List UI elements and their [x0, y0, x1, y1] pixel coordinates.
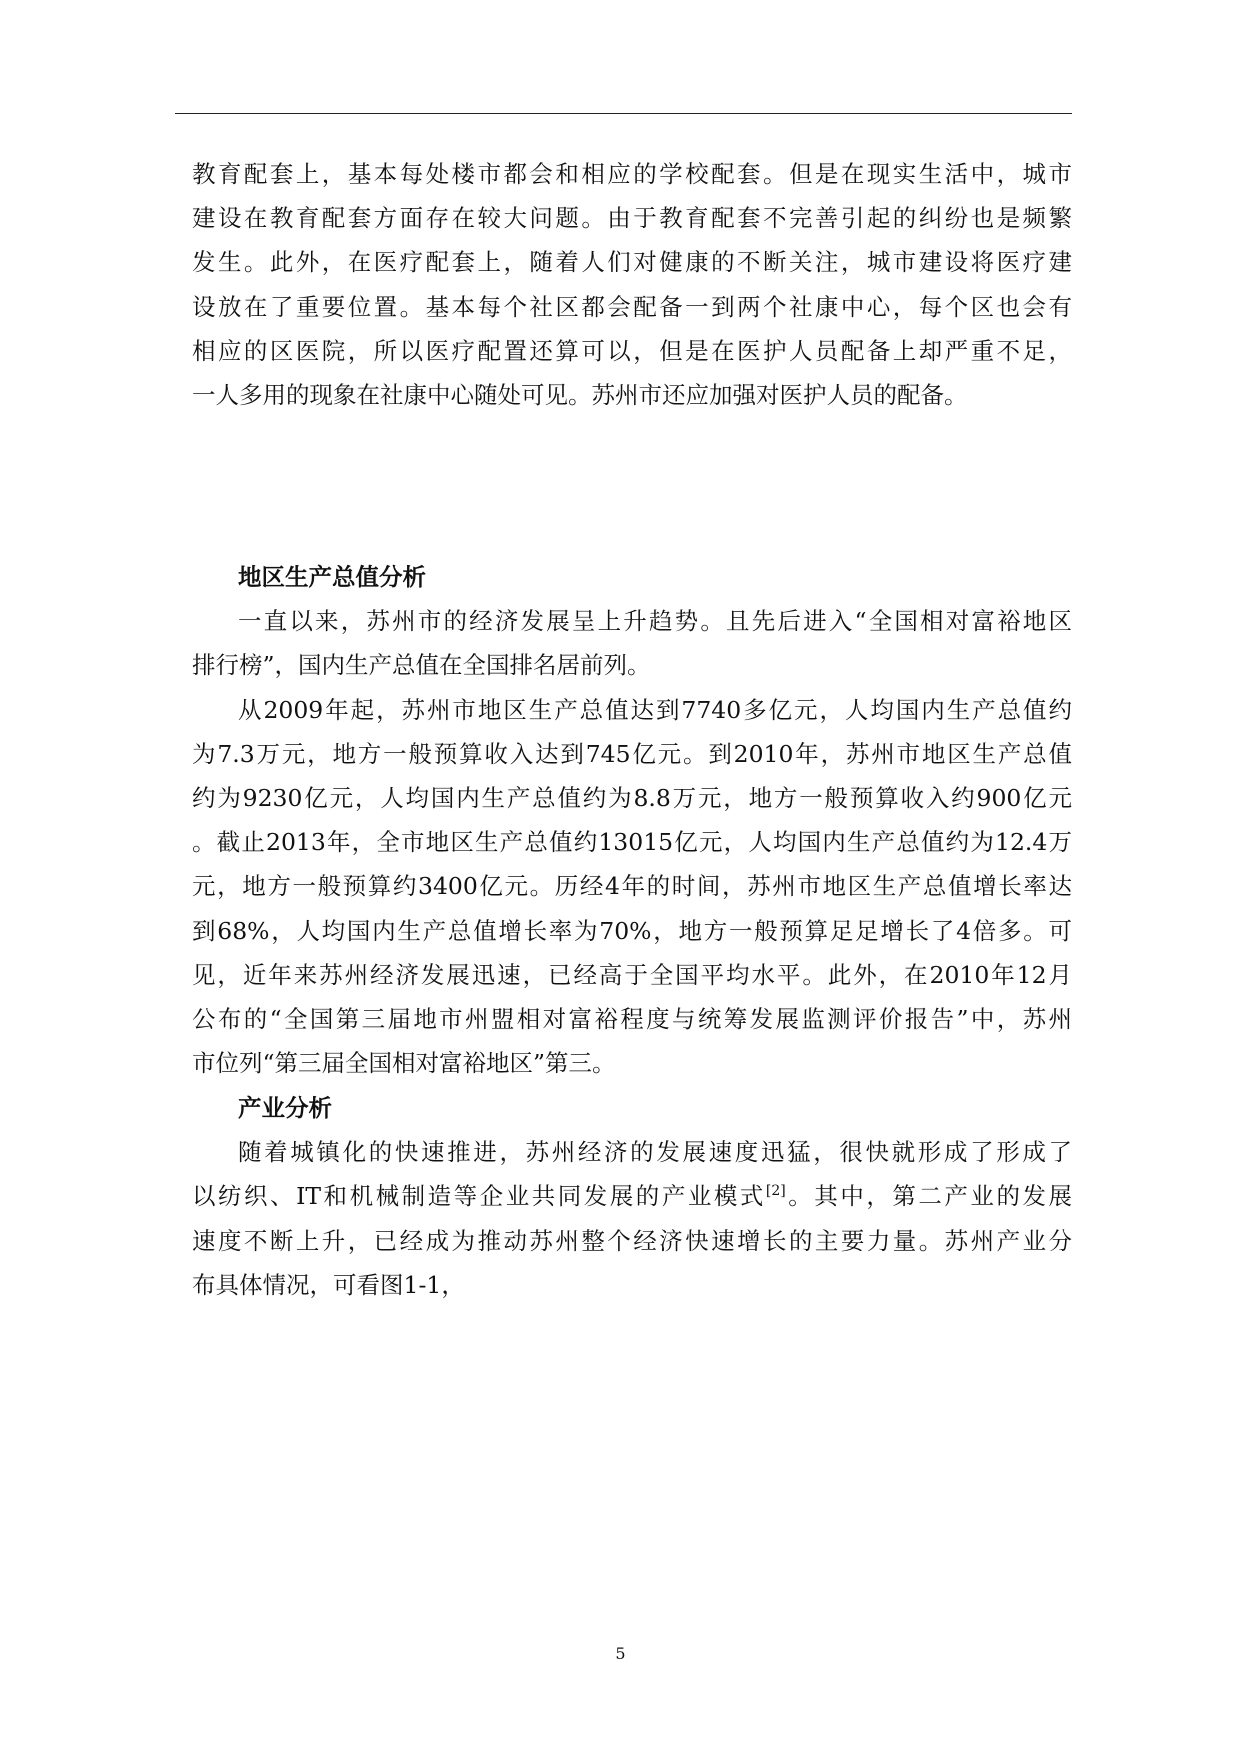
body-text-line-with-citation [192, 1181, 1072, 1211]
body-text-line: 一直以来，苏州市的经济发展呈上升趋势。且先后进入“全国相对富裕地区 [238, 607, 1072, 635]
body-text-line: 相应的区医院，所以医疗配置还算可以，但是在医护人员配备上却严重不足， [192, 337, 1072, 365]
body-text-line: 设放在了重要位置。基本每个社区都会配备一到两个社康中心，每个区也会有 [192, 293, 1072, 321]
body-text-line: 。截止2013年，全市地区生产总值约13015亿元，人均国内生产总值约为12.4万 [192, 828, 1072, 856]
body-text-line: 排行榜”，国内生产总值在全国排名居前列。 [192, 651, 651, 679]
body-text-line: 见，近年来苏州经济发展迅速，已经高于全国平均水平。此外，在2010年12月 [192, 961, 1072, 989]
body-text-line: 从2009年起，苏州市地区生产总值达到7740多亿元，人均国内生产总值约 [238, 696, 1072, 724]
body-text-line: 约为9230亿元，人均国内生产总值约为8.8万元，地方一般预算收入约900亿元 [192, 784, 1072, 812]
body-text-line: 建设在教育配套方面存在较大问题。由于教育配套不完善引起的纠纷也是频繁 [192, 204, 1072, 232]
header-rule [175, 113, 1072, 114]
body-text-line: 一人多用的现象在社康中心随处可见。苏州市还应加强对医护人员的配备。 [192, 381, 968, 409]
body-text-line: 元，地方一般预算约3400亿元。历经4年的时间，苏州市地区生产总值增长率达 [192, 872, 1072, 900]
body-text-line: 速度不断上升，已经成为推动苏州整个经济快速增长的主要力量。苏州产业分 [192, 1227, 1072, 1255]
section-heading-gdp: 地区生产总值分析 [238, 563, 426, 591]
body-text-line: 教育配套上，基本每处楼市都会和相应的学校配套。但是在现实生活中，城市 [192, 160, 1072, 188]
body-text-line: 发生。此外，在医疗配套上，随着人们对健康的不断关注，城市建设将医疗建 [192, 248, 1072, 276]
body-text-line: 公布的“全国第三届地市州盟相对富裕程度与统筹发展监测评价报告”中，苏州 [192, 1005, 1072, 1033]
body-text-segment: 。其中，第二产业的发展 [785, 1182, 1072, 1210]
body-text-line: 到68%，人均国内生产总值增长率为70%，地方一般预算足足增长了4倍多。可 [192, 917, 1072, 945]
citation-reference: [2] [765, 1183, 786, 1200]
page-number: 5 [615, 1644, 626, 1663]
body-text-line: 为7.3万元，地方一般预算收入达到745亿元。到2010年，苏州市地区生产总值 [192, 740, 1072, 768]
body-text-segment: 以纺织、IT和机械制造等企业共同发展的产业模式 [192, 1182, 766, 1210]
section-heading-industry: 产业分析 [238, 1094, 332, 1122]
body-text-line: 随着城镇化的快速推进，苏州经济的发展速度迅猛，很快就形成了形成了 [238, 1138, 1072, 1166]
body-text-line: 市位列“第三届全国相对富裕地区”第三。 [192, 1049, 616, 1077]
body-text-line: 布具体情况，可看图1-1， [192, 1271, 465, 1299]
